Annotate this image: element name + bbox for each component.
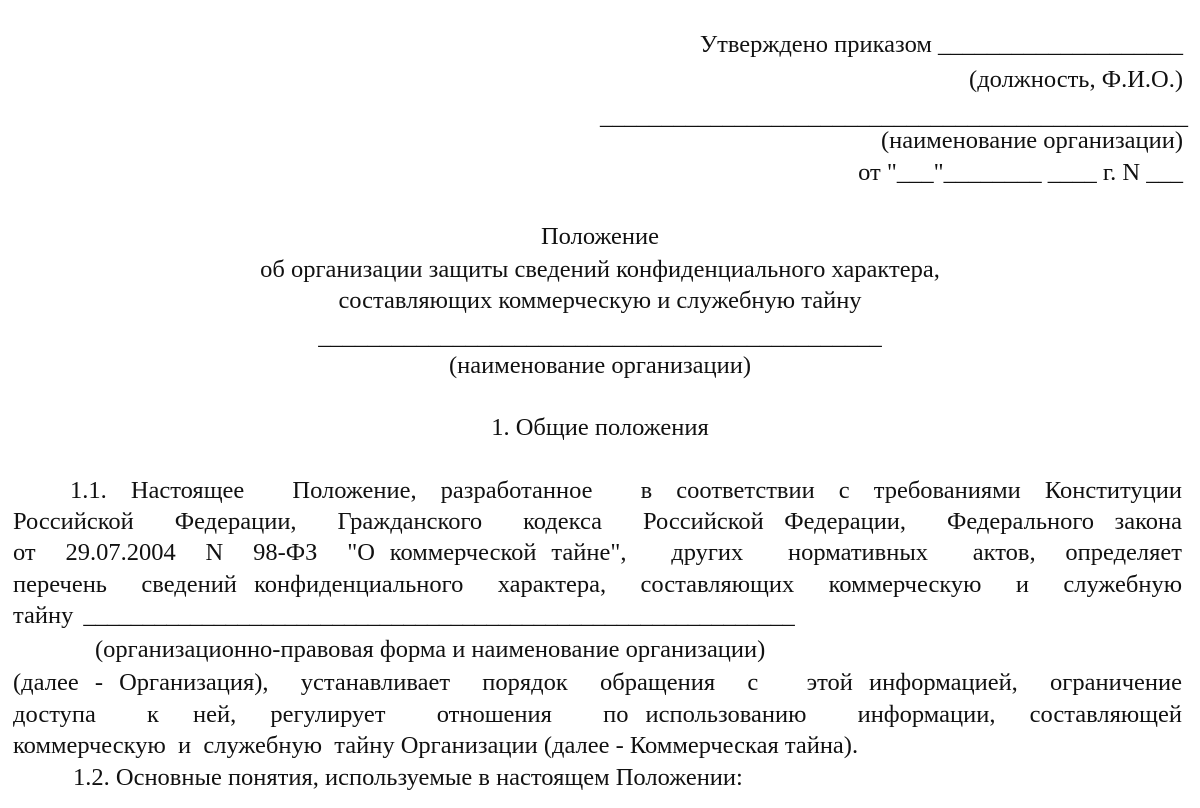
document-subtitle-line-1: об организации защиты сведений конфиденциального характера, bbox=[260, 256, 940, 283]
tainu-word: тайну bbox=[13, 602, 74, 629]
approved-by-line: Утверждено приказом ____________________ bbox=[699, 31, 1183, 58]
paragraph-1-1-line-7: (далее - Организация), устанавливает порядок обращения с этой информацией, ограничение bbox=[13, 669, 1182, 696]
paragraph-1-1-line-4: перечень сведений конфиденциального характера, составляющих коммерческую и служебную bbox=[13, 571, 1182, 598]
organization-form-blank: ____________________________________________________________ bbox=[83, 602, 795, 629]
paragraph-1-1-line-8: доступа к ней, регулирует отношения по использованию информации, составляющей bbox=[13, 701, 1182, 728]
paragraph-1-1-line-3: от 29.07.2004 N 98-ФЗ "О коммерческой тайне", других нормативных актов, определяет bbox=[13, 539, 1182, 566]
paragraph-1-1-line-9: коммерческую и служебную тайну Организации (далее - Коммерческая тайна). bbox=[13, 732, 859, 759]
position-caption: (должность, Ф.И.О.) bbox=[969, 66, 1183, 93]
document-subtitle-line-2: составляющих коммерческую и служебную тайну bbox=[338, 287, 862, 314]
title-organization-caption: (наименование организации) bbox=[448, 352, 752, 379]
section-heading: 1. Общие положения bbox=[491, 414, 709, 441]
title-organization-blank: ______________________________________________ bbox=[318, 323, 882, 350]
paragraph-1-1-line-1: 1.1. Настоящее Положение, разработанное в соответствии с требованиями Конституции bbox=[70, 477, 1182, 504]
document-title: Положение bbox=[540, 223, 660, 250]
paragraph-1-1-line-2: Российской Федерации, Гражданского кодекса Российской Федерации, Федерального закона bbox=[13, 508, 1182, 535]
order-date-line: от "___"________ ____ г. N ___ bbox=[858, 159, 1183, 186]
organization-form-caption: (организационно-правовая форма и наименование организации) bbox=[95, 636, 766, 663]
paragraph-1-2: 1.2. Основные понятия, используемые в настоящем Положении: bbox=[73, 764, 743, 791]
organization-blank-line: ________________________________________________ bbox=[600, 103, 1188, 130]
organization-caption: (наименование организации) bbox=[880, 127, 1183, 154]
paragraph-1-1-line-5 bbox=[13, 601, 1043, 631]
